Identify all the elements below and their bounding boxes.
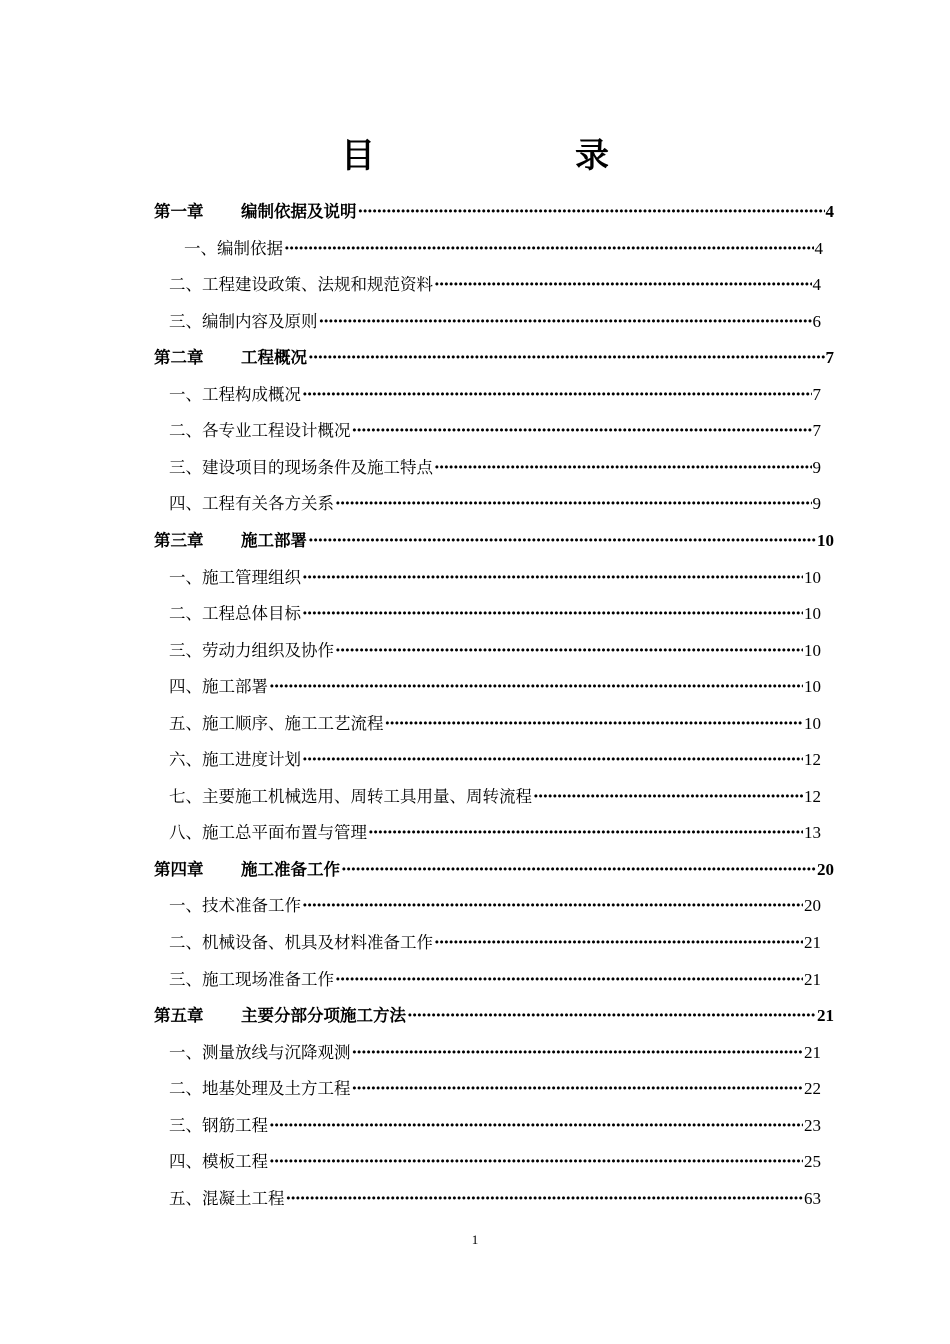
section-title: 二、工程总体目标 bbox=[169, 604, 301, 624]
toc-page-number: 7 bbox=[825, 348, 834, 368]
page-number: 1 bbox=[471, 1232, 479, 1247]
section-title: 六、施工进度计划 bbox=[169, 750, 301, 770]
dot-leader bbox=[533, 779, 803, 815]
section-title: 三、钢筋工程 bbox=[169, 1115, 268, 1135]
toc-section-entry[interactable] bbox=[169, 1108, 821, 1144]
toc-page-number: 21 bbox=[804, 933, 821, 952]
section-title: 一、技术准备工作 bbox=[169, 896, 301, 916]
section-title: 四、模板工程 bbox=[169, 1152, 268, 1172]
toc-section-entry[interactable] bbox=[169, 888, 821, 924]
toc-section-entry[interactable] bbox=[169, 596, 821, 632]
section-title: 三、建设项目的现场条件及施工特点 bbox=[169, 457, 433, 477]
toc-section-entry[interactable] bbox=[169, 742, 821, 778]
dot-leader bbox=[434, 925, 803, 961]
page-title: 目 录 bbox=[341, 136, 653, 176]
toc-page-number: 21 bbox=[804, 1042, 821, 1062]
dot-leader bbox=[319, 304, 812, 340]
toc-chapter-entry[interactable] bbox=[154, 998, 834, 1034]
toc-section-entry[interactable] bbox=[169, 267, 821, 303]
dot-leader bbox=[434, 450, 812, 486]
toc-section-entry[interactable] bbox=[184, 231, 823, 267]
dot-leader bbox=[335, 962, 803, 998]
section-title: 二、各专业工程设计概况 bbox=[169, 421, 351, 441]
toc-page-number: 10 bbox=[804, 567, 821, 587]
chapter-number: 第一章 bbox=[154, 202, 204, 221]
dot-leader bbox=[302, 742, 803, 778]
toc-section-entry[interactable] bbox=[169, 304, 821, 340]
section-title: 一、工程构成概况 bbox=[169, 384, 301, 404]
toc-section-entry[interactable] bbox=[169, 706, 821, 742]
dot-leader bbox=[284, 231, 814, 267]
dot-leader bbox=[358, 194, 825, 230]
section-title: 四、工程有关各方关系 bbox=[169, 494, 334, 514]
toc-section-entry[interactable] bbox=[169, 1144, 821, 1180]
toc-page-number: 6 bbox=[812, 311, 821, 331]
chapter-number: 第五章 bbox=[154, 1006, 204, 1026]
toc-page-number: 10 bbox=[817, 530, 834, 550]
toc-page-number: 12 bbox=[804, 750, 821, 770]
section-title: 八、施工总平面布置与管理 bbox=[169, 823, 367, 843]
chapter-number: 第三章 bbox=[154, 530, 204, 550]
toc-chapter-entry[interactable] bbox=[154, 340, 834, 376]
chapter-number: 第二章 bbox=[154, 348, 204, 368]
section-title: 一、编制依据 bbox=[184, 238, 283, 258]
toc-section-entry[interactable] bbox=[169, 486, 821, 522]
toc-chapter-entry[interactable] bbox=[154, 852, 834, 888]
toc-page-number: 23 bbox=[804, 1115, 821, 1135]
dot-leader bbox=[302, 560, 803, 596]
toc-section-entry[interactable] bbox=[169, 413, 821, 449]
toc-page-number: 10 bbox=[804, 604, 821, 624]
section-title: 二、地基处理及土方工程 bbox=[169, 1079, 351, 1099]
toc-section-entry[interactable] bbox=[169, 1035, 821, 1071]
dot-leader bbox=[352, 1071, 804, 1107]
dot-leader bbox=[302, 596, 803, 632]
dot-leader bbox=[269, 669, 803, 705]
toc-page-number: 20 bbox=[804, 896, 821, 916]
toc-page-number: 7 bbox=[812, 421, 821, 441]
toc-section-entry[interactable] bbox=[169, 669, 821, 705]
toc-section-entry[interactable] bbox=[169, 450, 821, 486]
toc-section-entry[interactable] bbox=[169, 377, 821, 413]
dot-leader bbox=[352, 413, 812, 449]
toc-chapter-entry[interactable] bbox=[154, 523, 834, 559]
section-title: 三、劳动力组织及协作 bbox=[169, 640, 334, 660]
dot-leader bbox=[308, 523, 816, 559]
toc-page-number: 21 bbox=[817, 1006, 834, 1026]
section-title: 二、机械设备、机具及材料准备工作 bbox=[169, 933, 433, 952]
chapter-title: 施工部署 bbox=[241, 530, 307, 550]
chapter-title: 施工准备工作 bbox=[241, 859, 340, 879]
toc-page-number: 20 bbox=[817, 859, 834, 879]
section-title: 四、施工部署 bbox=[169, 677, 268, 697]
toc-section-entry[interactable] bbox=[169, 779, 821, 815]
toc-chapter-entry[interactable] bbox=[154, 194, 834, 230]
toc-page-number: 9 bbox=[812, 494, 821, 514]
toc-page-number: 10 bbox=[804, 640, 821, 660]
toc-page-number: 10 bbox=[804, 713, 821, 733]
dot-leader bbox=[385, 706, 804, 742]
toc-section-entry[interactable] bbox=[169, 1181, 821, 1217]
dot-leader bbox=[302, 888, 803, 924]
dot-leader bbox=[407, 998, 816, 1034]
toc-section-entry[interactable] bbox=[169, 633, 821, 669]
dot-leader bbox=[352, 1035, 804, 1071]
toc-section-entry[interactable] bbox=[169, 560, 821, 596]
toc-page-number: 9 bbox=[812, 457, 821, 477]
section-title: 七、主要施工机械选用、周转工具用量、周转流程 bbox=[169, 786, 532, 806]
toc-section-entry[interactable] bbox=[169, 1071, 821, 1107]
chapter-title: 工程概况 bbox=[241, 348, 307, 368]
toc-page-number: 22 bbox=[804, 1079, 821, 1099]
section-title: 二、工程建设政策、法规和规范资料 bbox=[169, 275, 433, 295]
section-title: 五、施工顺序、施工工艺流程 bbox=[169, 713, 384, 733]
dot-leader bbox=[335, 486, 812, 522]
dot-leader bbox=[269, 1108, 803, 1144]
toc-page-number: 25 bbox=[804, 1152, 821, 1172]
dot-leader bbox=[269, 1144, 803, 1180]
dot-leader bbox=[368, 815, 803, 851]
dot-leader bbox=[302, 377, 812, 413]
chapter-number: 第四章 bbox=[154, 859, 204, 879]
chapter-title: 编制依据及说明 bbox=[241, 202, 357, 221]
dot-leader bbox=[308, 340, 825, 376]
dot-leader bbox=[341, 852, 816, 888]
toc-page-number: 13 bbox=[804, 823, 821, 843]
dot-leader bbox=[434, 267, 812, 303]
section-title: 一、施工管理组织 bbox=[169, 567, 301, 587]
toc-page-number: 63 bbox=[804, 1188, 821, 1208]
dot-leader bbox=[335, 633, 803, 669]
toc-page-number: 4 bbox=[812, 275, 821, 295]
section-title: 三、施工现场准备工作 bbox=[169, 969, 334, 989]
toc-section-entry[interactable] bbox=[169, 925, 821, 961]
toc-page-number: 4 bbox=[825, 202, 834, 221]
chapter-title: 主要分部分项施工方法 bbox=[241, 1006, 406, 1026]
section-title: 一、测量放线与沉降观测 bbox=[169, 1042, 351, 1062]
toc-page-number: 21 bbox=[804, 969, 821, 989]
toc-page-number: 4 bbox=[814, 238, 823, 258]
section-title: 五、混凝土工程 bbox=[169, 1188, 285, 1208]
toc-page-number: 10 bbox=[804, 677, 821, 697]
dot-leader bbox=[286, 1181, 804, 1217]
toc-page-number: 12 bbox=[804, 786, 821, 806]
toc-section-entry[interactable] bbox=[169, 962, 821, 998]
toc-section-entry[interactable] bbox=[169, 815, 821, 851]
toc-page-number: 7 bbox=[812, 384, 821, 404]
section-title: 三、编制内容及原则 bbox=[169, 311, 318, 331]
